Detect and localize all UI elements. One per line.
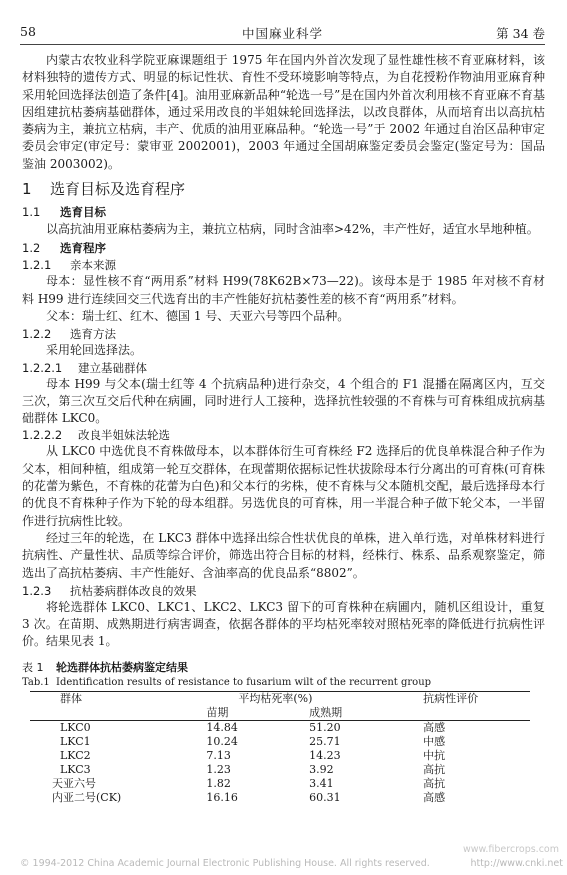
page-header (20, 24, 545, 44)
cell-group: LKC2 (60, 748, 91, 762)
section-title: 选育程序 (60, 241, 106, 256)
header-group: 群体 (60, 691, 82, 705)
cell-maturity: 60.31 (309, 790, 341, 804)
table-row (30, 735, 530, 749)
table-row (30, 763, 530, 777)
cell-evaluation: 高感 (423, 720, 446, 734)
journal-title: 中国麻业科学 (241, 26, 323, 41)
section-1-heading (22, 178, 545, 199)
table-row (30, 777, 530, 791)
cell-seedling: 10.24 (206, 734, 238, 748)
table-row (30, 720, 530, 735)
cell-maturity: 3.41 (309, 776, 334, 790)
cell-seedling: 7.13 (206, 748, 231, 762)
cell-evaluation: 中抗 (423, 748, 446, 762)
cell-evaluation: 高抗 (423, 776, 446, 790)
section-title: 选育目标及选育程序 (50, 180, 186, 199)
half-sib-selection-paragraph: 从 LKC0 中选优良不育株做母本，以本群体衍生可育株经 F2 选择后的优良单株混合种子作为父本，相间种植，组成第一轮互交群体，在现蕾期依据标记性状拔除母本行分离出的可育株(可育株的花蕾为紫色，不育株的花蕾为白色)和父本行的劣株，使不育株与父本随机交配，最后选择母本行的优良不育株种子作为下轮的母本组群。另选优良的可育株，用一半混合种子做下轮父本，一半留作进行抗病性比较。 (22, 444, 545, 528)
cell-evaluation: 高感 (423, 790, 446, 804)
header-evaluation: 抗病性评价 (423, 691, 479, 705)
cell-evaluation: 中感 (423, 734, 446, 748)
section-number: 1.1 (22, 205, 41, 220)
improvement-effect-paragraph: 将轮选群体 LKC0、LKC1、LKC2、LKC3 留下的可育株种在病圃内，随机区组设计，重复 3 次。在苗期、成熟期进行病害调查，依据各群体的平均枯死率较对照枯死率的降低进行抗病性评价。结果见表 1。 (22, 599, 545, 649)
base-population-paragraph: 母本 H99 与父本(瑞士红等 4 个抗病品种)进行杂交，4 个组合的 F1 混播在隔离区内，互交三次，第三次互交后代种在病圃，同时进行人工接种，选择抗性较强的不育株与可育株组成抗病基础群体 LKC0。 (22, 376, 545, 426)
section-1-2-heading (22, 240, 545, 256)
intro-paragraph: 内蒙古农牧业科学院亚麻课题组于 1975 年在国内外首次发现了显性雄性核不育亚麻材料，该材料独特的遗传方式、明显的标记性状、育性不受环境影响等特点，为自花授粉作物油用亚麻育种采用轮回选择法创造了条件[4]。油用亚麻新品种“轮选一号”是在国内外首次利用核不育亚麻不育基因组建抗枯萎病基础群体，通过采用改良的半姐妹轮回选择法，以改良群体，从而培育出以高抗枯萎病为主，兼抗立枯病，丰产、优质的油用亚麻品种。“轮选一号”于 2002 年通过自治区品种审定委员会审定(审定号：蒙审亚 2002001)，2003 年通过全国胡麻鉴定委员会鉴定(鉴定号为：国品鉴油 2003002)。 (22, 53, 545, 171)
table-header-row (30, 691, 530, 706)
breeding-goal-paragraph: 以高抗油用亚麻枯萎病为主，兼抗立枯病，同时含油率>42%，丰产性好，适宜水旱地种植。 (46, 222, 539, 237)
section-title: 抗枯萎病群体改良的效果 (70, 583, 197, 598)
cell-group: 内亚二号(CK) (52, 790, 122, 804)
resistance-table (30, 691, 530, 805)
header-rule (20, 44, 545, 45)
section-number: 1.2 (22, 241, 41, 256)
section-1-2-2-heading (22, 326, 545, 342)
section-1-1-heading (22, 204, 545, 220)
cell-seedling: 1.23 (206, 762, 231, 776)
table-caption-cn (22, 659, 545, 675)
cell-maturity: 3.92 (309, 762, 334, 776)
copyright-notice: © 1994-2012 China Academic Journal Electronic Publishing House. All rights reserved. (20, 858, 430, 869)
cell-maturity: 25.71 (309, 734, 341, 748)
table-caption-text: 轮选群体抗枯萎病鉴定结果 (56, 660, 188, 674)
cell-seedling: 16.16 (206, 790, 238, 804)
footer-url[interactable]: http://www.cnki.net (470, 858, 563, 869)
section-title: 亲本来源 (70, 258, 116, 273)
male-parent-paragraph: 父本：瑞士红、红木、德国 1 号、天亚六号等四个品种。 (46, 308, 350, 323)
table-number: 表 1 (22, 660, 44, 674)
header-maturity: 成熟期 (309, 705, 343, 719)
table-row (30, 749, 530, 763)
section-number: 1 (22, 180, 32, 199)
table-subheader-row (30, 706, 530, 721)
section-title: 选育方法 (70, 327, 116, 342)
cell-seedling: 14.84 (206, 720, 238, 734)
section-title: 建立基础群体 (78, 360, 147, 375)
cell-group: 天亚六号 (52, 776, 96, 790)
table-caption-en-text: Identification results of resistance to fusarium wilt of the recurrent group (56, 676, 432, 688)
table-number-en: Tab.1 (22, 676, 50, 688)
three-year-selection-paragraph: 经过三年的轮选，在 LKC3 群体中选择出综合性状优良的单株，进入单行选，对单株材料进行抗病性、产量性状、品质等综合评价，筛选出符合目标的材料，经株行、株系、品系观察鉴定，筛选出了高抗枯萎病、丰产性能好、含油率高的优良品系“8802”。 (22, 530, 545, 580)
article-body (22, 52, 545, 805)
section-number: 1.2.3 (22, 583, 52, 598)
cell-evaluation: 高抗 (423, 762, 446, 776)
method-paragraph: 采用轮回选择法。 (46, 343, 143, 358)
cell-group: LKC1 (60, 734, 91, 748)
page-number: 58 (20, 24, 36, 39)
section-title: 选育目标 (60, 205, 106, 220)
section-1-2-3-heading (22, 583, 545, 599)
cell-seedling: 1.82 (206, 776, 231, 790)
cell-group: LKC0 (60, 720, 91, 734)
section-1-2-2-2-heading (22, 427, 545, 443)
section-title: 改良半姐妹法轮选 (78, 428, 170, 443)
section-1-2-1-heading (22, 257, 545, 273)
table-caption-en (22, 677, 545, 688)
section-number: 1.2.2 (22, 327, 52, 342)
volume-label: 第 34 卷 (496, 26, 545, 41)
section-number: 1.2.1 (22, 258, 52, 273)
section-number: 1.2.2.1 (22, 360, 63, 375)
header-seedling: 苗期 (206, 705, 229, 719)
watermark: www.fibercrops.com (462, 844, 559, 855)
cell-group: LKC3 (60, 762, 91, 776)
table-row (30, 791, 530, 805)
section-number: 1.2.2.2 (22, 428, 63, 443)
cell-maturity: 14.23 (309, 748, 341, 762)
female-parent-paragraph: 母本：显性核不育“两用系”材料 H99(78K62B×73—22)。该母本是于 1985 年对核不育材料 H99 进行连续回交三代选育出的丰产性能好抗枯萎性差的核不育“两用系”材料。 (22, 274, 545, 306)
section-1-2-2-1-heading (22, 360, 545, 376)
cell-maturity: 51.20 (309, 720, 341, 734)
page-footer (20, 858, 563, 869)
header-rate: 平均枯死率(%) (238, 691, 313, 705)
